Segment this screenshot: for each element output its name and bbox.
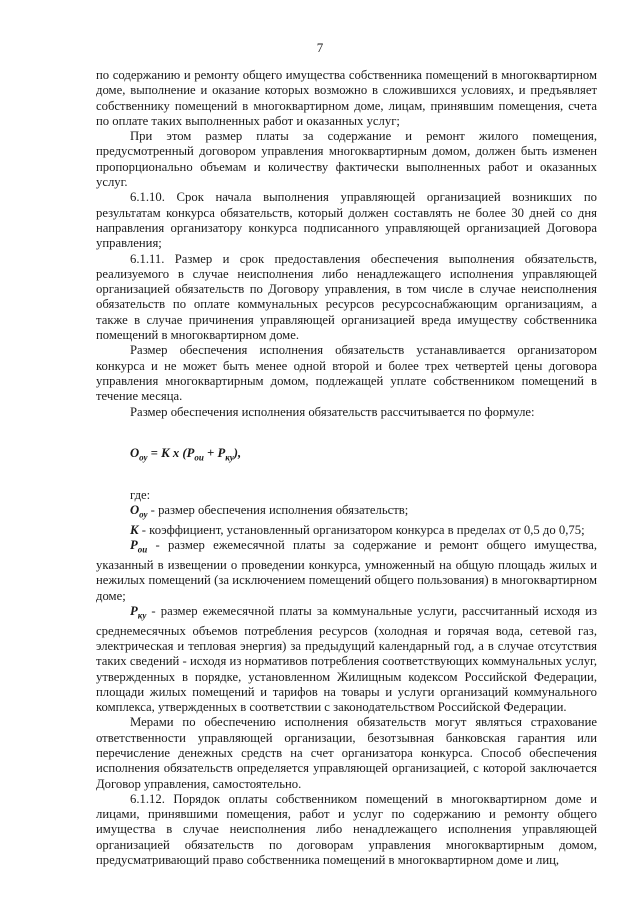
definition-pou: $Р_{оu}$ - размер ежемесячной платы за содержание и ремонт общего имущества, указанный в извещении о проведении конкурса, умноженный на общую площадь жилых и нежилых помещений (за исключением помещений общего пользования) в многоквартирном доме;: [96, 538, 597, 603]
definition-k: К - коэффициент, установленный организатором конкурса в пределах от 0,5 до 0,75;: [130, 522, 585, 537]
formula: $О_{оу} = К$ х $(Р_{оu} + Р_{ку})$,: [130, 445, 242, 463]
paragraph-continuation: по содержанию и ремонту общего имущества собственника помещений в многоквартирном доме, выполнение и оказание которых возможно в сложившихся условиях, и предъявляет собственнику помещений в многоквартирном доме, лицам, принявшим помещения, счета по оплате таких выполненных работ и оказанных услуг;: [96, 68, 597, 128]
symbol-pku: $Р_{ку}$: [130, 603, 147, 621]
definition-oou: $О_{оу}$ - размер обеспечения исполнения обязательств;: [130, 502, 409, 520]
symbol-pou: $Р_{оu}$: [130, 538, 148, 555]
where-label: где:: [130, 487, 151, 502]
paragraph-6-1-11: 6.1.11. Размер и срок предоставления обеспечения выполнения обязательств, реализуемого в случае неисполнения либо ненадлежащего исполнения управляющей организацией обязательств по Договору управления, в том числе в случае неисполнения обязательств по оплате коммунальных ресурсов ресурсоснабжающим организациям, а также в случае причинения управляющей организацией вреда имуществу собственника помещений в многоквартирном доме.: [96, 251, 597, 343]
paragraph-6-1-12: 6.1.12. Порядок оплаты собственником помещений в многоквартирном доме и лицами, принявшими помещения, работ и услуг по содержанию и ремонту общего имущества в случае неисполнения либо ненадлежащего исполнения управляющей организацией обязательств по договорам управления многоквартирным домом, предусматривающий право собственника помещений в многоквартирном доме и лиц,: [96, 791, 597, 868]
paragraph-formula-intro: Размер обеспечения исполнения обязательств рассчитывается по формуле:: [130, 404, 535, 419]
definition-pku: $Р_{ку}$ - размер ежемесячной платы за коммунальные услуги, рассчитанный исходя из среднемесячных объемов потребления ресурсов (холодная и горячая вода, сетевой газ, электрическая и тепловая энергия) за предыдущий календарный год, а в случае отсутствия таких сведений - исходя из нормативов потребления соответствующих коммунальных услуг, утвержденных в порядке, установленном Жилищным кодексом Российской Федерации, площади жилых помещений и тарифов на товары и услуги организаций коммунального комплекса, утвержденных в соответствии с законодательством Российской Федерации.: [96, 603, 597, 715]
symbol-k: К: [130, 522, 139, 537]
paragraph-security-amount: Размер обеспечения исполнения обязательств устанавливается организатором конкурса и не может быть менее одной второй и более трех четвертей цены договора управления многоквартирным домом, подлежащей уплате собственником помещений в течение месяца.: [96, 343, 597, 404]
symbol-oou: $О_{оу}$: [130, 502, 148, 520]
page-number: 7: [316, 40, 324, 55]
page-content: [96, 68, 597, 868]
paragraph-security-measures: Мерами по обеспечению исполнения обязательств могут являться страхование ответственности управляющей организации, безотзывная банковская гарантия или перечисление денежных средств на счет организатора конкурса. Способ обеспечения исполнения обязательств определяется управляющей организацией, с которой заключается Договор управления, самостоятельно.: [96, 715, 597, 791]
paragraph-payment-change: При этом размер платы за содержание и ремонт жилого помещения, предусмотренный договором управления многоквартирным домом, должен быть изменен пропорционально объемам и количеству фактически выполненных работ и оказанных услуг.: [96, 129, 597, 190]
paragraph-6-1-10: 6.1.10. Срок начала выполнения управляющей организацией возникших по результатам конкурса обязательств, который должен составлять не более 30 дней со дня направления организатору конкурса подписанного управляющей организацией Договора управления;: [96, 190, 597, 251]
